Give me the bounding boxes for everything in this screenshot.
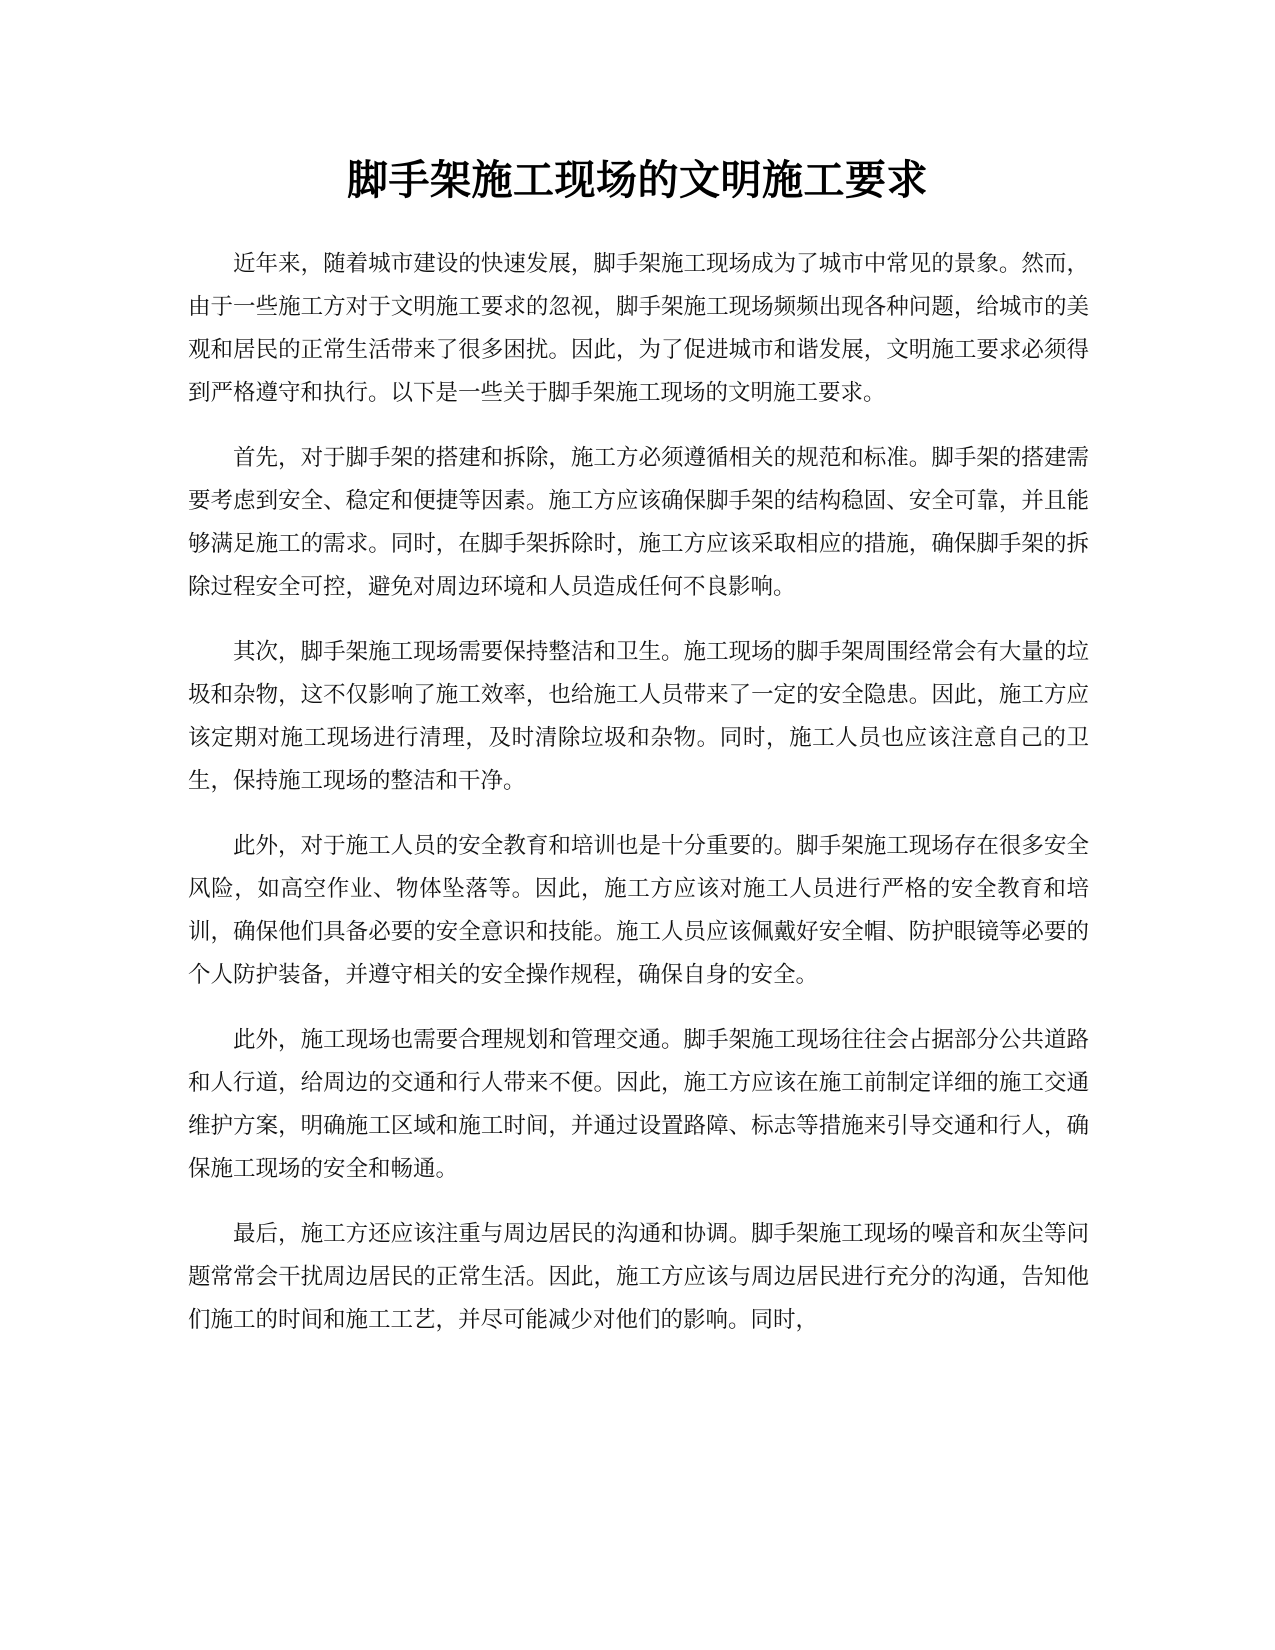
document-body [188,243,1089,1364]
document-title: 脚手架施工现场的文明施工要求 [347,156,928,204]
paragraph-cleanliness: 其次，脚手架施工现场需要保持整洁和卫生。施工现场的脚手架周围经常会有大量的垃圾和杂物，这不仅影响了施工效率，也给施工人员带来了一定的安全隐患。因此，施工方应该定期对施工现场进行清理，及时清除垃圾和杂物。同时，施工人员也应该注意自己的卫生，保持施工现场的整洁和干净。 [188,639,1089,794]
paragraph-resident-communication: 最后，施工方还应该注重与周边居民的沟通和协调。脚手架施工现场的噪音和灰尘等问题常常会干扰周边居民的正常生活。因此，施工方应该与周边居民进行充分的沟通，告知他们施工的时间和施工工艺，并尽可能减少对他们的影响。同时， [188,1221,1089,1333]
paragraph-safety-training: 此外，对于施工人员的安全教育和培训也是十分重要的。脚手架施工现场存在很多安全风险，如高空作业、物体坠落等。因此，施工方应该对施工人员进行严格的安全教育和培训，确保他们具备必要的安全意识和技能。施工人员应该佩戴好安全帽、防护眼镜等必要的个人防护装备，并遵守相关的安全操作规程，确保自身的安全。 [188,833,1089,988]
paragraph-traffic-management: 此外，施工现场也需要合理规划和管理交通。脚手架施工现场往往会占据部分公共道路和人行道，给周边的交通和行人带来不便。因此，施工方应该在施工前制定详细的施工交通维护方案，明确施工区域和施工时间，并通过设置路障、标志等措施来引导交通和行人，确保施工现场的安全和畅通。 [188,1027,1089,1182]
paragraph-intro: 近年来，随着城市建设的快速发展，脚手架施工现场成为了城市中常见的景象。然而，由于一些施工方对于文明施工要求的忽视，脚手架施工现场频频出现各种问题，给城市的美观和居民的正常生活带来了很多困扰。因此，为了促进城市和谐发展，文明施工要求必须得到严格遵守和执行。以下是一些关于脚手架施工现场的文明施工要求。 [188,251,1089,406]
paragraph-erection-dismantling: 首先，对于脚手架的搭建和拆除，施工方必须遵循相关的规范和标准。脚手架的搭建需要考虑到安全、稳定和便捷等因素。施工方应该确保脚手架的结构稳固、安全可靠，并且能够满足施工的需求。同时，在脚手架拆除时，施工方应该采取相应的措施，确保脚手架的拆除过程安全可控，避免对周边环境和人员造成任何不良影响。 [188,445,1089,600]
